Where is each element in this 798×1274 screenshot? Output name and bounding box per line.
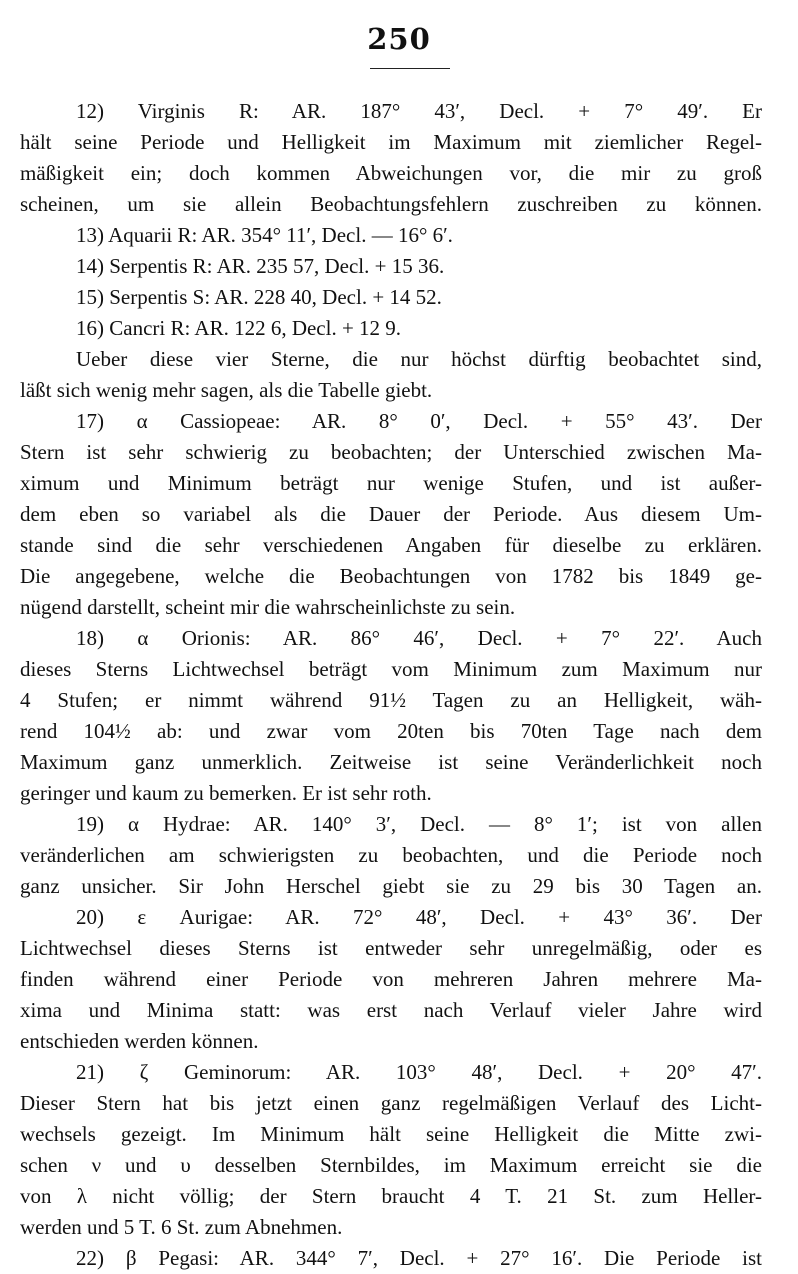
- text-line: 12) Virginis R: AR. 187° 43′, Decl. + 7° 49′. Er: [76, 99, 762, 123]
- text-line: hält seine Periode und Helligkeit im Maximum mit ziemlicher Regel-: [20, 130, 762, 154]
- text-line: ganz unsicher. Sir John Herschel giebt sie zu 29 bis 30 Tagen an.: [20, 874, 762, 898]
- text-line: mäßigkeit ein; doch kommen Abweichungen vor, die mir zu groß: [20, 161, 762, 185]
- text-line: veränderlichen am schwierigsten zu beobachten, und die Periode noch: [20, 843, 762, 867]
- text-line: Ueber diese vier Sterne, die nur höchst dürftig beobachtet sind,: [76, 347, 762, 371]
- text-line: läßt sich wenig mehr sagen, als die Tabelle giebt.: [20, 378, 433, 402]
- text-line: scheinen, um sie allein Beobachtungsfehlern zuschreiben zu können.: [20, 192, 762, 216]
- text-line: stande sind die sehr verschiedenen Angaben für dieselbe zu erklären.: [20, 533, 762, 557]
- text-line: dem eben so variabel als die Dauer der Periode. Aus diesem Um-: [20, 502, 762, 526]
- text-line: schen ν und υ desselben Sternbildes, im Maximum erreicht sie die: [20, 1153, 762, 1177]
- text-line: 4 Stufen; er nimmt während 91½ Tagen zu an Helligkeit, wäh-: [20, 688, 762, 712]
- text-line: werden und 5 T. 6 St. zum Abnehmen.: [20, 1215, 343, 1239]
- text-line: wechsels gezeigt. Im Minimum hält seine Helligkeit die Mitte zwi-: [20, 1122, 762, 1146]
- text-line: 22) β Pegasi: AR. 344° 7′, Decl. + 27° 16′. Die Periode ist: [76, 1246, 762, 1270]
- text-line: 15) Serpentis S: AR. 228 40, Decl. + 14 52.: [76, 285, 442, 309]
- text-line: 17) α Cassiopeae: AR. 8° 0′, Decl. + 55° 43′. Der: [76, 409, 762, 433]
- text-line: ximum und Minimum beträgt nur wenige Stufen, und ist außer-: [20, 471, 762, 495]
- text-line: entschieden werden können.: [20, 1029, 259, 1053]
- text-line: Stern ist sehr schwierig zu beobachten; der Unterschied zwischen Ma-: [20, 440, 762, 464]
- text-line: 16) Cancri R: AR. 122 6, Decl. + 12 9.: [76, 316, 402, 340]
- header-rule: [370, 68, 450, 69]
- text-line: rend 104½ ab: und zwar vom 20ten bis 70ten Tage nach dem: [20, 719, 762, 743]
- text-line: xima und Minima statt: was erst nach Verlauf vieler Jahre wird: [20, 998, 762, 1022]
- body-text: [20, 96, 762, 1274]
- text-line: von λ nicht völlig; der Stern braucht 4 T. 21 St. zum Heller-: [20, 1184, 762, 1208]
- text-line: 13) Aquarii R: AR. 354° 11′, Decl. — 16° 6′.: [76, 223, 453, 247]
- text-line: finden während einer Periode von mehreren Jahren mehrere Ma-: [20, 967, 762, 991]
- text-line: 19) α Hydrae: AR. 140° 3′, Decl. — 8° 1′; ist von allen: [76, 812, 762, 836]
- text-line: nügend darstellt, scheint mir die wahrscheinlichste zu sein.: [20, 595, 516, 619]
- text-line: Die angegebene, welche die Beobachtungen von 1782 bis 1849 ge-: [20, 564, 762, 588]
- text-line: 14) Serpentis R: AR. 235 57, Decl. + 15 36.: [76, 254, 445, 278]
- text-line: 20) ε Aurigae: AR. 72° 48′, Decl. + 43° 36′. Der: [76, 905, 762, 929]
- text-line: 21) ζ Geminorum: AR. 103° 48′, Decl. + 20° 47′.: [76, 1060, 762, 1084]
- page-number: 250: [367, 22, 431, 56]
- text-line: Dieser Stern hat bis jetzt einen ganz regelmäßigen Verlauf des Licht-: [20, 1091, 762, 1115]
- text-line: dieses Sterns Lichtwechsel beträgt vom Minimum zum Maximum nur: [20, 657, 762, 681]
- text-line: Lichtwechsel dieses Sterns ist entweder sehr unregelmäßig, oder es: [20, 936, 762, 960]
- text-line: 18) α Orionis: AR. 86° 46′, Decl. + 7° 22′. Auch: [76, 626, 762, 650]
- text-line: Maximum ganz unmerklich. Zeitweise ist seine Veränderlichkeit noch: [20, 750, 762, 774]
- text-line: geringer und kaum zu bemerken. Er ist sehr roth.: [20, 781, 432, 805]
